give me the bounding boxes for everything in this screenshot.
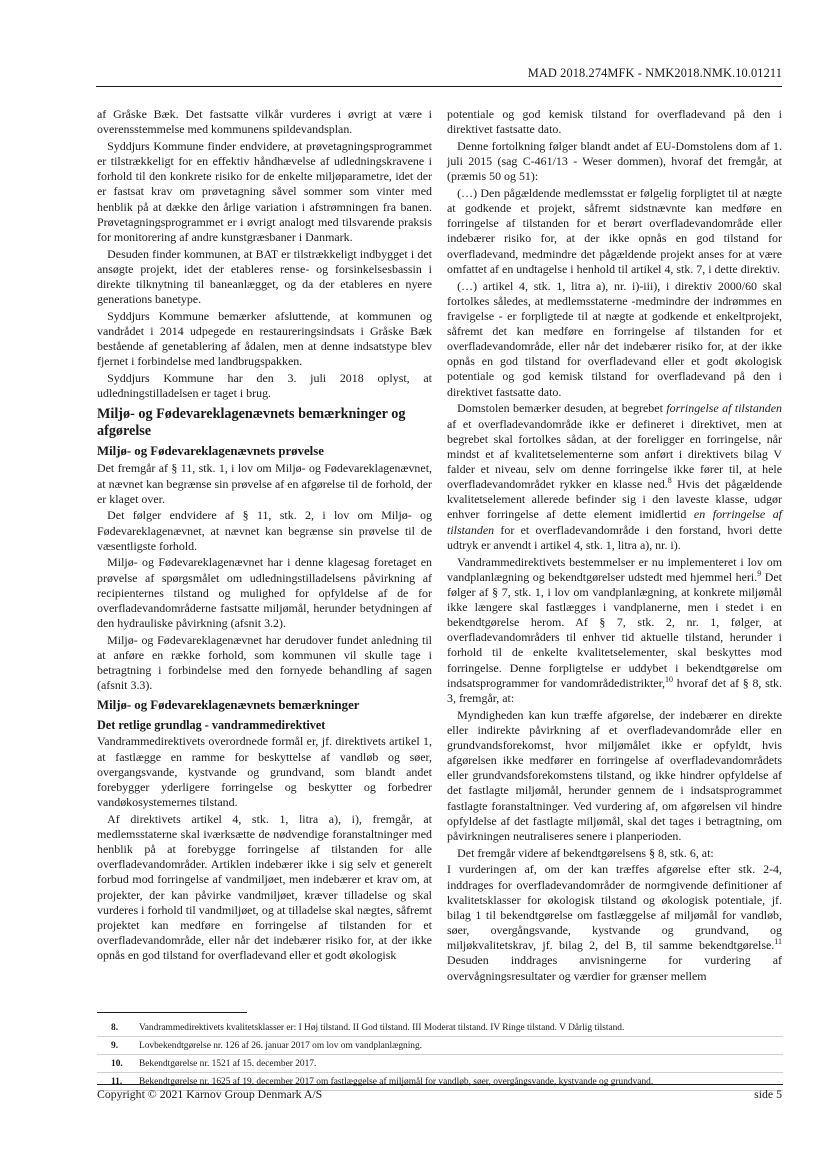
subsection-heading: Miljø- og Fødevareklagenævnets bemærkninger [97, 698, 360, 713]
paragraph [447, 401, 782, 553]
footnote-number: 11. [111, 1076, 123, 1087]
paragraph: Af direktivets artikel 4, stk. 1, litra a), i), fremgår, at medlemsstaterne skal iværksætte de nødvendige foranstaltninger med henblik på at forebygge forringelse af tilstanden for alle overfladevandområder. Artiklen indebærer ikke i sig selv et generelt forbud mod forringelse af vandmiljøet, men indebærer et krav om, at projekter, der kan påvirke vandmiljøet, kræver tilladelse og skal vurderes i forhold til vandmiljøet, og at tilladelse skal nægtes, såfremt projektet kan medføre en forringelse af tilstanden for et overfladevandområde, eller når det indebærer risiko for, at der ikke opnås en god tilstand for overfladevand eller et godt økologisk [97, 811, 432, 963]
text-run: Det følger af § 7, stk. 1, i lov om vandplanlægning, at konkrete miljømål ikke længere skal fastlægges i vandplanerne, men i stedet i en bekendtgørelse herom. Af § 7, stk. 2, nr. 1, følger, at overfladevandområders til enhver tid aktuelle tilstand, herunder i forhold til de enkelte kvalitetselementer, skal beskyttes mod forringelse. Denne forpligtelse er uddybet i bekendtgørelse om indsatsprogrammer for vandområdedistrikter, [447, 569, 783, 690]
paragraph: Desuden finder kommunen, at BAT er tilstrækkeligt indbygget i det ansøgte projekt, idet der etableres rense- og forsinkelsesbassin i direkte tilknytning til baneanlægget, og da der etableres en nyere generations banetype. [97, 246, 432, 307]
footnote-number: 9. [111, 1040, 119, 1051]
left-column [97, 107, 432, 965]
paragraph: Syddjurs Kommune finder endvidere, at prøvetagningsprogrammet er tilstrækkeligt for en effektiv håndhævelse af udledningskravene i forhold til den konkrete risiko for de enkelte miljøparametre, idet der er fastsat krav om prøvetagning såvel sommer som vinter med henblik på at dække den årlige variation i afstrømningen fra banen. Prøvetagningsprogrammet er i øvrigt analogt med tilsvarende praksis for monitorering af andre kunstgræsbaner i Danmark. [97, 138, 432, 244]
text-run: Vandrammedirektivets bestemmelser er nu implementeret i lov om vandplanlægning og bekendtgørelser udstedt med hjemmel heri. [447, 554, 782, 584]
paragraph: Vandrammedirektivets overordnede formål er, jf. direktivets artikel 1, at fastlægge en ramme for beskyttelse af vandløb og søer, overgangsvande, kystvande og grundvand, som blandt andet forebygger yderligere forringelse og beskytter og forbedrer vandøkosystemernes tilstand. [97, 734, 432, 810]
paragraph: Miljø- og Fødevareklagenævnet har i denne klagesag foretaget en prøvelse af spørgsmålet om udledningstilladelsens påvirkning af recipienternes tilstand og mulighed for opfyldelse af de for overfladevandområderne fastsatte miljømål, herunder betydningen af den hydrauliske påvirkning (afsnit 3.2). [97, 555, 432, 631]
paragraph: potentiale og god kemisk tilstand for overfladevand på den i direktivet fastsatte dato. [447, 107, 782, 137]
header-divider [96, 86, 782, 87]
footnote [97, 1055, 783, 1073]
footnote-text: Bekendtgørelse nr. 1521 af 15. december 2017. [139, 1058, 317, 1069]
paragraph: Denne fortolkning følger blandt andet af EU-Domstolens dom af 1. juli 2015 (sag C-461/13 - Weser dommen), hvoraf det fremgår, at (præmis 50 og 51): [447, 138, 782, 184]
footnote-number: 10. [111, 1058, 123, 1069]
subsection-heading: Miljø- og Fødevareklagenævnets prøvelse [97, 444, 324, 459]
quote-paragraph: Myndigheden kan kun træffe afgørelse, der indebærer en direkte eller indirekte påvirkning af et overfladevandområde eller en grundvandsforekomst, hvor miljømålet ikke er opfyldt, hvis afgørelsen ikke medfører en forringelse af overfladevandområdets eller grundvandsforekomstens tilstand, og ikke hindrer opfyldelse af det fastlagte miljømål, herunder gennem de i indsatsprogrammet fastlagte foranstaltninger. Ved vurdering af, om afgørelsen vil hindre opfyldelse af det fastlagte miljømål, skal det tages i betragtning, om påvirkningen neutraliseres senere i planperioden. [447, 707, 782, 843]
text-run: af et overfladevandområde ikke er defineret i direktivet, men at begrebet skal fortolkes sådan, at der foreligger en forringelse, når mindst et af kvalitetselementerne som anført i direktivets bilag V falder et niveau, selv om denne forringelse ikke fører til, at hele overfladevandområdet rykker en klasse ned. [447, 416, 782, 492]
footnote-ref[interactable]: 8 [667, 476, 672, 486]
footer-divider [97, 1084, 783, 1085]
subsubsection-heading: Det retlige grundlag - vandrammedirektivet [97, 718, 326, 733]
emphasis-text: en forringelse af tilstanden [447, 507, 782, 537]
footnote [97, 1037, 783, 1055]
paragraph: Det følger endvidere af § 11, stk. 2, i lov om Miljø- og Fødevareklagenævnet, at nævnet kan begrænse sin prøvelse til de væsentligste forhold. [97, 508, 432, 553]
footnotes [97, 1019, 783, 1091]
quote-paragraph [447, 862, 782, 983]
paragraph: Det fremgår af § 11, stk. 1, i lov om Miljø- og Fødevareklagenævnet, at nævnet kan begrænse sin prøvelse af en afgørelse til de forhold, der er klaget over. [97, 461, 432, 506]
footnote-ref[interactable]: 9 [757, 568, 762, 578]
paragraph: af Gråske Bæk. Det fastsatte vilkår vurderes i øvrigt at være i overensstemmelse med kommunens spildevandsplan. [97, 107, 432, 137]
page-number: side 5 [754, 1087, 782, 1101]
text-run: I vurderingen af, om der kan træffes afgørelse efter stk. 2-4, inddrages for overfladevandområder de normgivende definitioner af kvalitetsklasser for økologisk tilstand og økologisk potentiale, jf. bilag 1 til bekendtgørelse om fastlæggelse af miljømål for vandløb, søer, overgångsvande, kystvande og grundvand, og miljøkvalitetskrav, jf. bilag 2, del B, til samme bekendtgørelse. [447, 862, 782, 953]
footnote-text: Lovbekendtgørelse nr. 126 af 26. januar 2017 om lov om vandplanlægning. [139, 1040, 423, 1051]
footnote-divider [97, 1012, 247, 1013]
text-run: Desuden inddrages anvisningerne for vurdering af overvågningsresultater og værdier for grænser mellem [447, 953, 782, 983]
paragraph [447, 555, 782, 707]
text-run: for et overfladevandområde i den forstand, hvori dette udtryk er anvendt i artikel 4, stk. 1, litra a), nr. i). [447, 522, 782, 552]
section-heading: Miljø- og Fødevareklagenævnets bemærkninger og afgørelse [97, 406, 406, 439]
copyright-notice: Copyright © 2021 Karnov Group Denmark A/S [97, 1087, 323, 1101]
text-run: hvoraf det af § 8, stk. 3, fremgår, at: [447, 675, 782, 705]
text-run: Domstolen bemærker desuden, at begrebet [457, 401, 663, 416]
paragraph: Syddjurs Kommune bemærker afsluttende, at kommunen og vandrådet i 2014 udpegede en restaureringsindsats i Gråske Bæk bestående af genetablering af ådalen, men at denne indsatstype blev fjernet i forbindelse med landbrugspakken. [97, 308, 432, 369]
footnote-number: 8. [111, 1022, 119, 1033]
emphasis-text: forringelse af tilstanden [666, 401, 783, 416]
footnote-text: Vandrammedirektivets kvalitetsklasser er: I Høj tilstand. II God tilstand. III Moderat tilstand. IV Ringe tilstand. V Dårlig tilstand. [139, 1022, 625, 1033]
footnote-ref[interactable]: 11 [774, 937, 782, 947]
quote-paragraph: (…) artikel 4, stk. 1, litra a), nr. i)-iii), i direktiv 2000/60 skal fortolkes således, at medlemsstaterne -medmindre der indrømmes en fravigelse - er forpligtede til at nægte at godkende et enkeltprojekt, såfremt det kan medføre en forringelse af tilstanden for et overfladevandområde, eller når det indebærer risiko for, at der ikke opnås en god tilstand for overfladevand eller et godt økologisk potentiale og god kemisk tilstand for overfladevand på den i direktivet fastsatte dato. [447, 278, 782, 399]
document-reference: MAD 2018.274MFK - NMK2018.NMK.10.01211 [527, 66, 782, 80]
text-run: Hvis det pågældende kvalitetselement allerede befinder sig i den laveste klasse, udgør enhver forringelse af dette element imidlertid [447, 477, 783, 522]
paragraph: Miljø- og Fødevareklagenævnet har derudover fundet anledning til at anføre en række forhold, som kommunen vil skulle tage i betragtning i forbindelse med den fornyede behandling af sagen (afsnit 3.3). [97, 632, 432, 693]
paragraph: Syddjurs Kommune har den 3. juli 2018 oplyst, at udledningstilladelsen er taget i brug. [97, 371, 432, 401]
footnote-ref[interactable]: 10 [665, 674, 674, 684]
footnote [97, 1019, 783, 1037]
right-column [447, 107, 782, 985]
quote-paragraph: (…) Den pågældende medlemsstat er følgelig forpligtet til at nægte at godkende et projekt, såfremt sidstnævnte kan medføre en forringelse af tilstanden for et berørt overfladevandområde eller indebærer risiko for, at der ikke opnås en god tilstand for overfladevand, medmindre det pågældende projekt anses for at være omfattet af en undtagelse i henhold til artikel 4, stk. 7, i dette direktiv. [447, 185, 782, 276]
footnote-text: Bekendtgørelse nr. 1625 af 19. december 2017 om fastlæggelse af miljømål for vandløb, søer, overgångsvande, kystvande og grundvand. [139, 1076, 654, 1087]
paragraph: Det fremgår videre af bekendtgørelsens § 8, stk. 6, at: [457, 845, 714, 860]
